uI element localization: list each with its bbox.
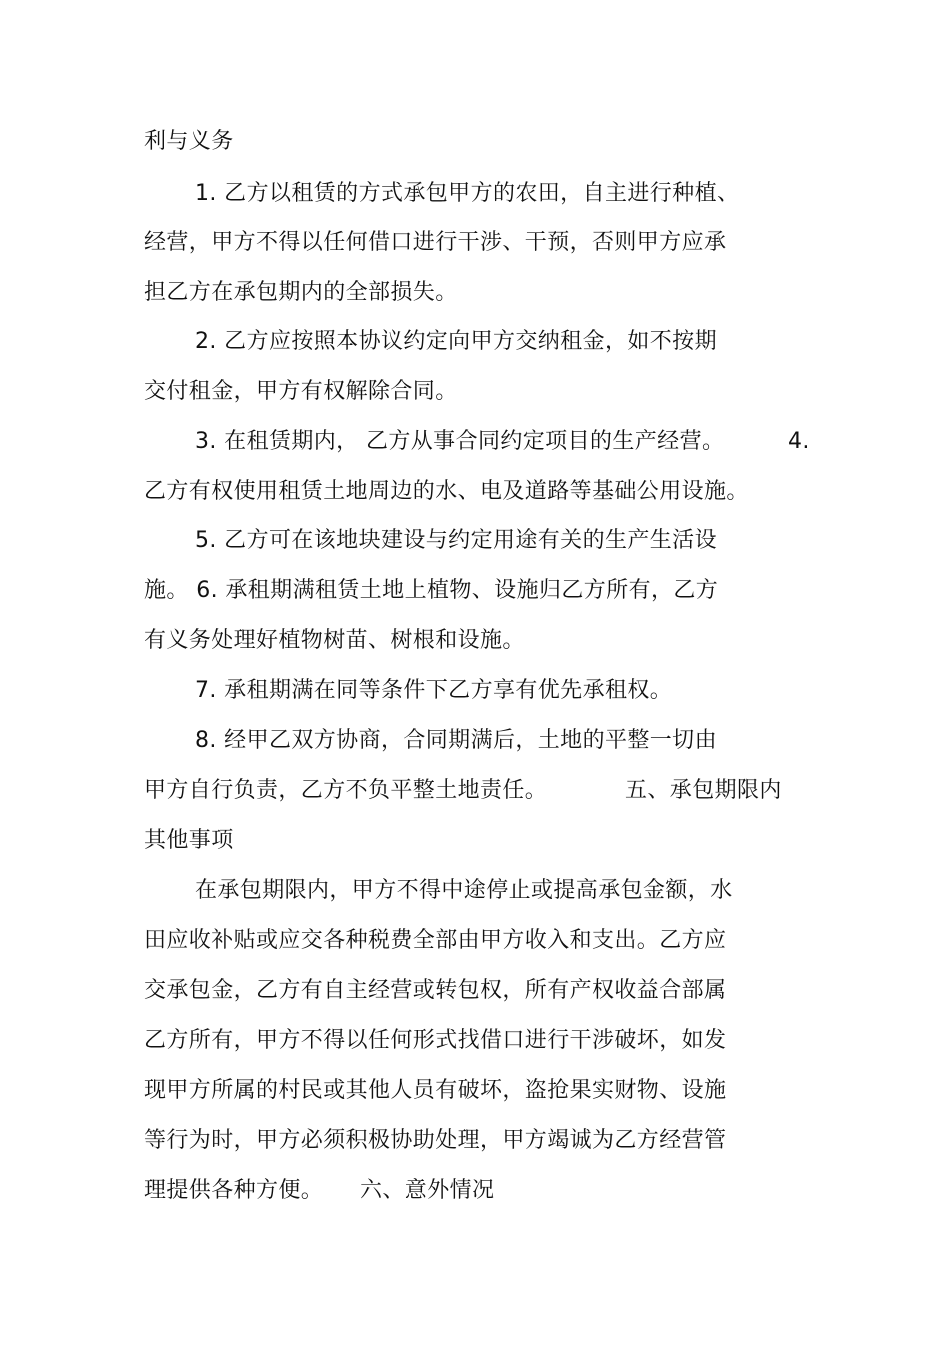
text-line: 4. bbox=[788, 429, 810, 454]
text-line: 乙方所有，甲方不得以任何形式找借口进行干涉破坏，如发 bbox=[144, 1028, 727, 1053]
text-line: 甲方自行负责，乙方不负平整土地责任。 bbox=[144, 778, 548, 803]
text-line: 交付租金，甲方有权解除合同。 bbox=[144, 379, 458, 404]
text-line: 理提供各种方便。 bbox=[144, 1178, 324, 1203]
text-line: 乙方有权使用租赁土地周边的水、电及道路等基础公用设施。 bbox=[144, 479, 749, 504]
text-line: 3. 在租赁期内， 乙方从事合同约定项目的生产经营。 bbox=[195, 429, 725, 454]
text-line: 在承包期限内，甲方不得中途停止或提高承包金额，水 bbox=[195, 878, 733, 903]
text-line: 2. 乙方应按照本协议约定向甲方交纳租金，如不按期 bbox=[195, 329, 717, 354]
text-line: 田应收补贴或应交各种税费全部由甲方收入和支出。乙方应 bbox=[144, 928, 727, 953]
text-line: 有义务处理好植物树苗、树根和设施。 bbox=[144, 628, 525, 653]
section-heading: 六、意外情况 bbox=[360, 1178, 495, 1203]
text-line: 7. 承租期满在同等条件下乙方享有优先承租权。 bbox=[195, 678, 673, 703]
text-line: 8. 经甲乙双方协商，合同期满后，土地的平整一切由 bbox=[195, 728, 717, 753]
text-line: 担乙方在承包期内的全部损失。 bbox=[144, 280, 458, 305]
text-line: 等行为时，甲方必须积极协助处理，甲方竭诚为乙方经营管 bbox=[144, 1128, 727, 1153]
text-line: 经营，甲方不得以任何借口进行干涉、干预，否则甲方应承 bbox=[144, 230, 727, 255]
text-line: 施。 6. 承租期满租赁土地上植物、设施归乙方所有，乙方 bbox=[144, 578, 719, 603]
section-heading: 其他事项 bbox=[144, 828, 234, 853]
text-line: 现甲方所属的村民或其他人员有破坏，盗抢果实财物、设施 bbox=[144, 1078, 727, 1103]
text-line: 5. 乙方可在该地块建设与约定用途有关的生产生活设 bbox=[195, 528, 717, 553]
section-heading: 五、承包期限内 bbox=[625, 778, 782, 803]
text-line: 1. 乙方以租赁的方式承包甲方的农田，自主进行种植、 bbox=[195, 181, 740, 206]
text-line: 利与义务 bbox=[144, 129, 234, 154]
text-line: 交承包金，乙方有自主经营或转包权，所有产权收益合部属 bbox=[144, 978, 727, 1003]
